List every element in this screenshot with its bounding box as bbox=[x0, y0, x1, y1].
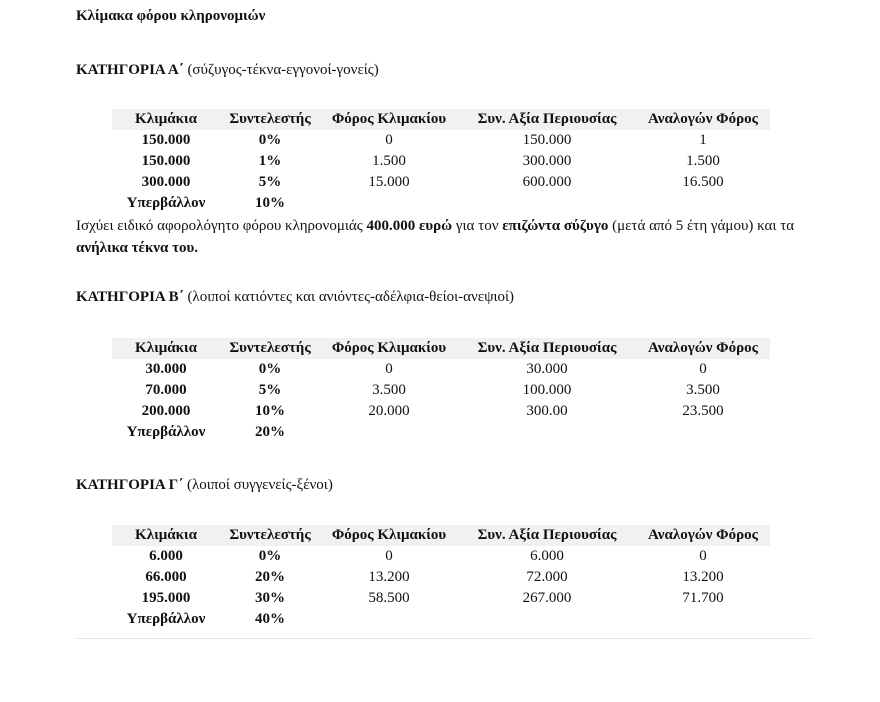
column-header-brackets: Κλιμάκια bbox=[112, 109, 220, 130]
note-text: Ισχύει ειδικό αφορολόγητο φόρου κληρονομιάς bbox=[76, 218, 367, 234]
cell-bracket: 200.000 bbox=[141, 403, 191, 419]
cell-rate: 40% bbox=[255, 611, 285, 627]
cell-total-value: 300.00 bbox=[526, 403, 568, 419]
special-exemption-note bbox=[76, 215, 816, 259]
cell-rate: 0% bbox=[258, 361, 282, 377]
cell-bracket: 66.000 bbox=[145, 569, 187, 585]
table-row bbox=[112, 380, 770, 401]
table-row bbox=[112, 401, 770, 422]
bottom-divider bbox=[76, 638, 812, 639]
column-header-bracket-tax: Φόρος Κλιμακίου bbox=[320, 109, 458, 130]
note-amount: 400.000 ευρώ bbox=[366, 218, 453, 234]
table-row bbox=[112, 609, 770, 630]
column-header-rate: Συντελεστής bbox=[220, 525, 320, 546]
category-b-table bbox=[112, 338, 770, 443]
table-row bbox=[112, 546, 770, 567]
table-row bbox=[112, 588, 770, 609]
cell-proportional-tax: 0 bbox=[699, 548, 707, 564]
column-header-proportional-tax: Αναλογών Φόρος bbox=[636, 525, 770, 546]
column-header-rate: Συντελεστής bbox=[220, 338, 320, 359]
cell-bracket-tax: 15.000 bbox=[368, 174, 410, 190]
cell-proportional-tax: 23.500 bbox=[682, 403, 724, 419]
cell-proportional-tax: 71.700 bbox=[682, 590, 724, 606]
cell-proportional-tax bbox=[636, 609, 770, 630]
table-header-row bbox=[112, 109, 770, 130]
category-a-heading bbox=[76, 62, 379, 79]
cell-proportional-tax: 0 bbox=[699, 361, 707, 377]
cell-total-value bbox=[458, 609, 636, 630]
cell-rate: 20% bbox=[255, 424, 285, 440]
cell-rate: 5% bbox=[258, 174, 282, 190]
cell-rate: 10% bbox=[255, 403, 285, 419]
table-row bbox=[112, 172, 770, 193]
category-b-heading bbox=[76, 289, 514, 306]
column-header-bracket-tax: Φόρος Κλιμακίου bbox=[320, 338, 458, 359]
column-header-rate: Συντελεστής bbox=[220, 109, 320, 130]
cell-proportional-tax bbox=[636, 193, 770, 214]
note-children: ανήλικα τέκνα του. bbox=[76, 240, 199, 256]
cell-bracket-tax: 0 bbox=[385, 548, 393, 564]
cell-proportional-tax: 16.500 bbox=[682, 174, 724, 190]
cell-total-value: 267.000 bbox=[522, 590, 572, 606]
cell-proportional-tax bbox=[636, 422, 770, 443]
category-b-description: (λοιποί κατιόντες και ανιόντες-αδέλφια-θείοι-ανεψιοί) bbox=[187, 289, 515, 305]
cell-total-value: 72.000 bbox=[526, 569, 568, 585]
cell-bracket-tax: 58.500 bbox=[368, 590, 410, 606]
category-c-table bbox=[112, 525, 770, 630]
table-row bbox=[112, 193, 770, 214]
cell-bracket: 150.000 bbox=[141, 132, 191, 148]
cell-rate: 0% bbox=[258, 132, 282, 148]
note-text: για τον bbox=[452, 218, 503, 234]
cell-rate: 0% bbox=[258, 548, 282, 564]
column-header-total-value: Συν. Αξία Περιουσίας bbox=[458, 338, 636, 359]
cell-bracket-tax bbox=[320, 609, 458, 630]
cell-total-value: 300.000 bbox=[522, 153, 572, 169]
cell-rate: 10% bbox=[255, 195, 285, 211]
cell-bracket: 70.000 bbox=[145, 382, 187, 398]
table-header-row bbox=[112, 338, 770, 359]
category-b-name: ΚΑΤΗΓΟΡΙΑ Β΄ bbox=[76, 289, 184, 305]
cell-total-value: 30.000 bbox=[526, 361, 568, 377]
cell-total-value: 150.000 bbox=[522, 132, 572, 148]
cell-bracket: Υπερβάλλον bbox=[126, 424, 206, 440]
column-header-brackets: Κλιμάκια bbox=[112, 525, 220, 546]
column-header-total-value: Συν. Αξία Περιουσίας bbox=[458, 109, 636, 130]
cell-proportional-tax: 3.500 bbox=[686, 382, 720, 398]
table-row bbox=[112, 567, 770, 588]
category-c-heading bbox=[76, 477, 333, 494]
cell-bracket: Υπερβάλλον bbox=[126, 195, 206, 211]
cell-bracket: 30.000 bbox=[145, 361, 187, 377]
cell-bracket: 150.000 bbox=[141, 153, 191, 169]
cell-bracket: 195.000 bbox=[141, 590, 191, 606]
cell-bracket-tax: 13.200 bbox=[368, 569, 410, 585]
category-a-table bbox=[112, 109, 770, 214]
cell-total-value: 6.000 bbox=[530, 548, 564, 564]
cell-proportional-tax: 1 bbox=[699, 132, 707, 148]
cell-bracket-tax: 20.000 bbox=[368, 403, 410, 419]
cell-rate: 30% bbox=[255, 590, 285, 606]
cell-bracket-tax: 0 bbox=[385, 132, 393, 148]
column-header-bracket-tax: Φόρος Κλιμακίου bbox=[320, 525, 458, 546]
column-header-proportional-tax: Αναλογών Φόρος bbox=[636, 109, 770, 130]
table-row bbox=[112, 359, 770, 380]
page-title: Κλίμακα φόρου κληρονομιών bbox=[76, 8, 266, 24]
cell-bracket-tax bbox=[320, 193, 458, 214]
table-row bbox=[112, 130, 770, 151]
note-spouse: επιζώντα σύζυγο bbox=[502, 218, 609, 234]
cell-proportional-tax: 1.500 bbox=[686, 153, 720, 169]
table-header-row bbox=[112, 525, 770, 546]
category-c-description: (λοιποί συγγενείς-ξένοι) bbox=[186, 477, 333, 493]
cell-bracket-tax: 3.500 bbox=[372, 382, 406, 398]
cell-bracket-tax: 1.500 bbox=[372, 153, 406, 169]
table-row bbox=[112, 151, 770, 172]
category-c-name: ΚΑΤΗΓΟΡΙΑ Γ΄ bbox=[76, 477, 184, 493]
cell-total-value: 600.000 bbox=[522, 174, 572, 190]
cell-total-value: 100.000 bbox=[522, 382, 572, 398]
cell-bracket-tax bbox=[320, 422, 458, 443]
note-text: (μετά από 5 έτη γάμου) και τα bbox=[608, 218, 795, 234]
cell-total-value bbox=[458, 193, 636, 214]
cell-bracket-tax: 0 bbox=[385, 361, 393, 377]
cell-rate: 20% bbox=[255, 569, 285, 585]
category-a-description: (σύζυγος-τέκνα-εγγονοί-γονείς) bbox=[187, 62, 379, 78]
table-row bbox=[112, 422, 770, 443]
cell-rate: 1% bbox=[258, 153, 282, 169]
column-header-proportional-tax: Αναλογών Φόρος bbox=[636, 338, 770, 359]
cell-proportional-tax: 13.200 bbox=[682, 569, 724, 585]
category-a-name: ΚΑΤΗΓΟΡΙΑ Α΄ bbox=[76, 62, 184, 78]
column-header-brackets: Κλιμάκια bbox=[112, 338, 220, 359]
cell-bracket: 6.000 bbox=[149, 548, 183, 564]
cell-bracket: Υπερβάλλον bbox=[126, 611, 206, 627]
cell-bracket: 300.000 bbox=[141, 174, 191, 190]
cell-rate: 5% bbox=[258, 382, 282, 398]
cell-total-value bbox=[458, 422, 636, 443]
column-header-total-value: Συν. Αξία Περιουσίας bbox=[458, 525, 636, 546]
